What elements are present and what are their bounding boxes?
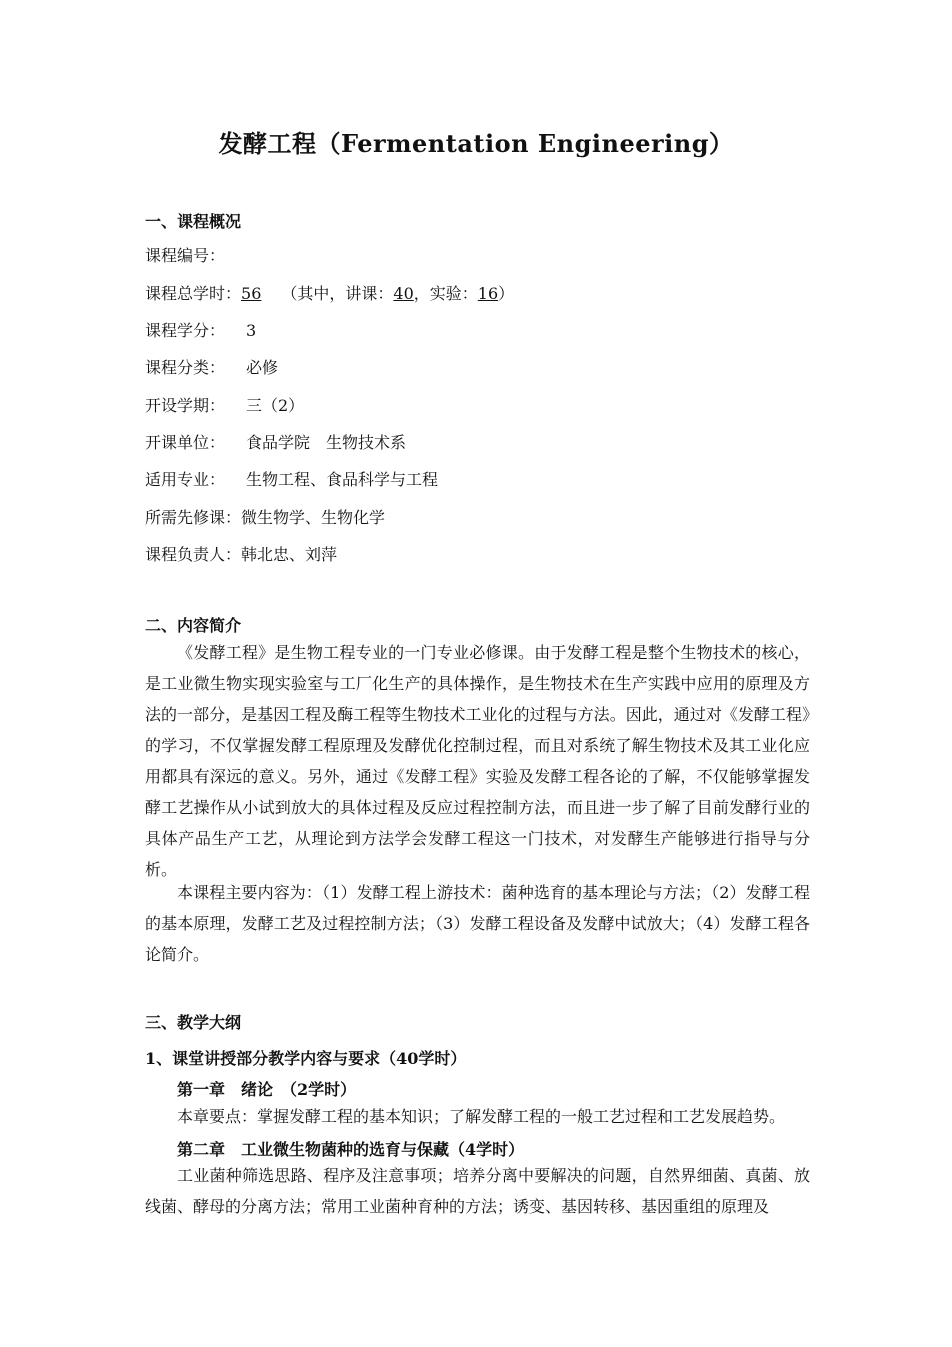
chapter-1-title: 第一章 绪论 （2学时） xyxy=(177,1080,357,1099)
semester-row xyxy=(145,395,304,417)
credits-label: 课程学分： xyxy=(145,321,226,340)
hours-label: 课程总学时： xyxy=(145,284,242,303)
section-heading-syllabus: 三、教学大纲 xyxy=(145,1013,242,1032)
hours-lecture: 40 xyxy=(393,284,414,303)
hours-total: 56 xyxy=(241,284,262,303)
course-code-label: 课程编号： xyxy=(145,246,226,265)
leader-value: 韩北忠、刘萍 xyxy=(241,545,338,564)
semester-label: 开设学期： xyxy=(145,396,226,415)
chapter-2-text: 工业菌种筛选思路、程序及注意事项；培养分离中要解决的问题，自然界细菌、真菌、放线菌、酵母的分离方法；常用工业菌种育种的方法；诱变、基因转移、基因重组的原理及 xyxy=(145,1166,810,1216)
lecture-part-heading: 1、课堂讲授部分教学内容与要求（40学时） xyxy=(145,1049,467,1068)
hours-lab: 16 xyxy=(477,284,499,303)
majors-row xyxy=(145,469,438,491)
majors-value: 生物工程、食品科学与工程 xyxy=(246,470,439,489)
category-row xyxy=(145,357,278,379)
hours-mid1: （其中，讲课： xyxy=(281,284,394,303)
hours-end: ） xyxy=(498,284,515,303)
leader-row xyxy=(145,544,337,566)
section-heading-overview: 一、课程概况 xyxy=(145,212,242,231)
leader-label: 课程负责人： xyxy=(145,545,242,564)
summary-paragraph-1: 《发酵工程》是生物工程专业的一门专业必修课。由于发酵工程是整个生物技术的核心，是工业微生物实现实验室与工厂化生产的具体操作，是生物技术在生产实践中应用的原理及方法的一部分，是基因工程及酶工程等生物技术工业化的过程与方法。因此，通过对《发酵工程》的学习，不仅掌握发酵工程原理及发酵优化控制过程，而且对系统了解生物技术及其工业化应用都具有深远的意义。另外，通过《发酵工程》实验及发酵工程各论的了解，不仅能够掌握发酵工艺操作从小试到放大的具体过程及反应过程控制方法，而且进一步了解了目前发酵行业的具体产品生产工艺，从理论到方法学会发酵工程这一门技术，对发酵生产能够进行指导与分析。 xyxy=(145,643,810,879)
prereq-label: 所需先修课： xyxy=(145,508,242,527)
category-value: 必修 xyxy=(246,358,279,377)
summary-paragraph-2: 本课程主要内容为：（1）发酵工程上游技术：菌种选育的基本理论与方法；（2）发酵工程的基本原理，发酵工艺及过程控制方法；（3）发酵工程设备及发酵中试放大；（4）发酵工程各论简介。 xyxy=(145,883,810,964)
majors-label: 适用专业： xyxy=(145,470,226,489)
chapter-1-text: 本章要点：掌握发酵工程的基本知识；了解发酵工程的一般工艺过程和工艺发展趋势。 xyxy=(177,1107,786,1126)
credits-value: 3 xyxy=(246,321,257,340)
unit-value: 食品学院 生物技术系 xyxy=(246,433,407,452)
prereq-value: 微生物学、生物化学 xyxy=(241,508,386,527)
course-code-row xyxy=(145,245,225,267)
course-hours-row xyxy=(145,283,514,305)
category-label: 课程分类： xyxy=(145,358,226,377)
credits-row xyxy=(145,320,256,342)
document-title: 发酵工程（Fermentation Engineering） xyxy=(218,129,734,158)
section-heading-summary: 二、内容简介 xyxy=(145,616,242,635)
unit-label: 开课单位： xyxy=(145,433,226,452)
chapter-2-title: 第二章 工业微生物菌种的选育与保藏（4学时） xyxy=(177,1140,525,1159)
hours-mid2: ，实验： xyxy=(413,284,478,303)
unit-row xyxy=(145,432,406,454)
semester-value: 三（2） xyxy=(246,396,305,415)
prereq-row xyxy=(145,507,385,529)
